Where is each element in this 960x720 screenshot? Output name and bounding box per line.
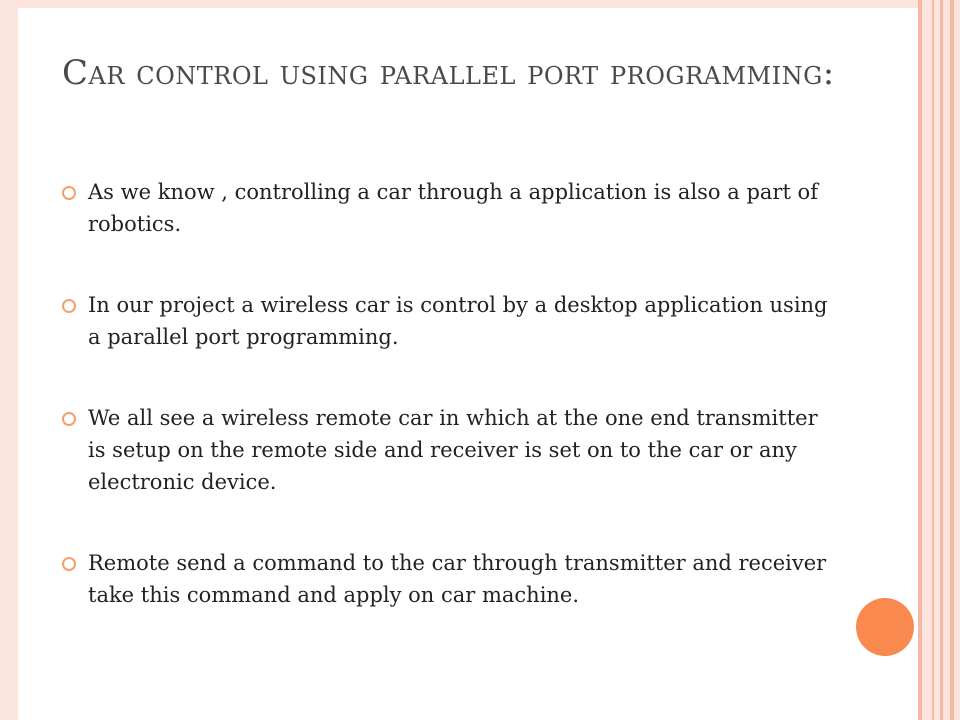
bullet-item: [62, 402, 832, 498]
bullet-item: [62, 176, 832, 240]
slide-title: Car control using parallel port programming:: [62, 53, 835, 93]
decorative-stripe: [954, 0, 960, 720]
ring-bullet-icon: [62, 186, 76, 200]
bullet-item: [62, 547, 832, 611]
slide-frame-top: [0, 0, 922, 8]
bullet-text: Remote send a command to the car through transmitter and receiver take this command and apply on car machine.: [88, 551, 827, 607]
decorative-stripe: [943, 0, 950, 720]
slide-frame-left: [0, 0, 18, 720]
decorative-stripe: [922, 0, 932, 720]
ring-bullet-icon: [62, 557, 76, 571]
bullet-text: We all see a wireless remote car in which at the one end transmitter is setup on the remote side and receiver is set on to the car or any electronic device.: [88, 406, 818, 494]
ring-bullet-icon: [62, 299, 76, 313]
bullet-list: [62, 176, 832, 660]
bullet-item: [62, 289, 832, 353]
accent-circle: [856, 598, 914, 656]
bullet-text: In our project a wireless car is control by a desktop application using a parallel port programming.: [88, 293, 828, 349]
ring-bullet-icon: [62, 412, 76, 426]
bullet-text: As we know , controlling a car through a application is also a part of robotics.: [88, 180, 818, 236]
